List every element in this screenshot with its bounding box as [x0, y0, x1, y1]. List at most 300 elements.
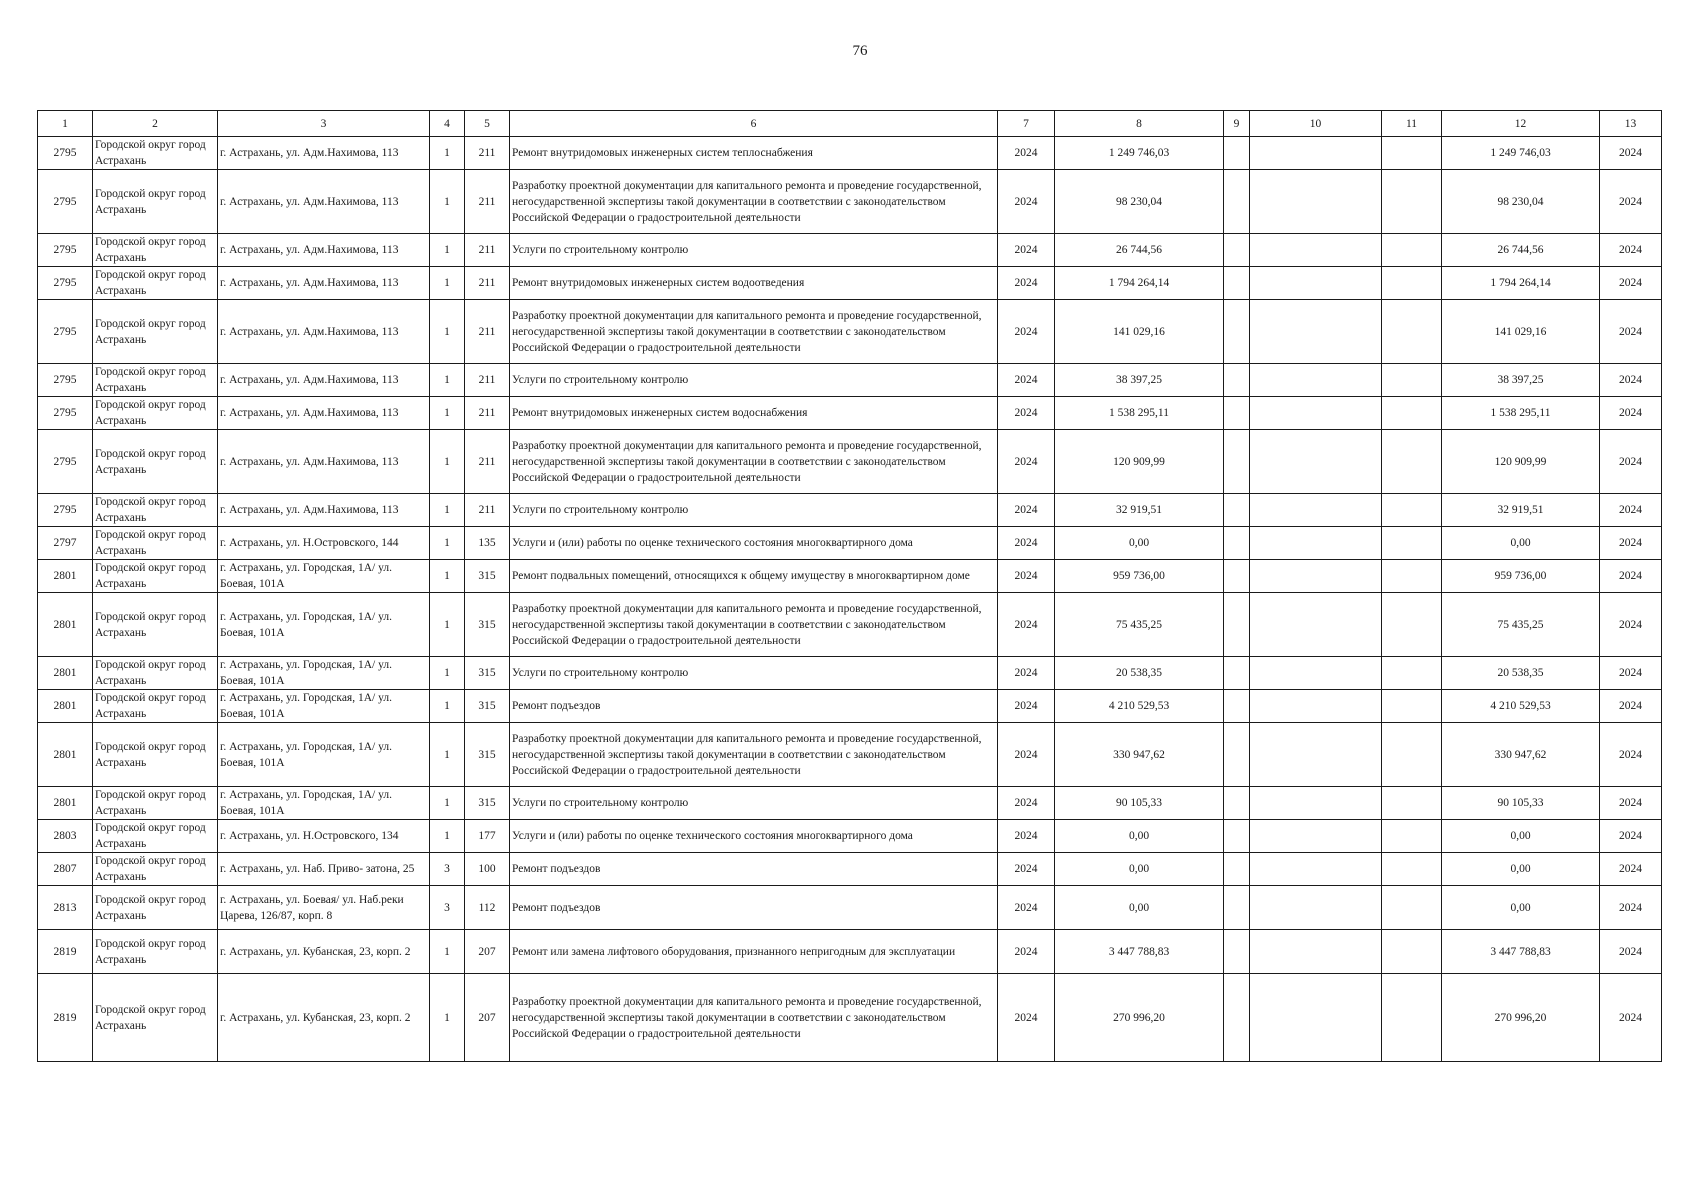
cost-total-cell: 90 105,33 — [1442, 787, 1600, 820]
work-description-cell: Услуги по строительному контролю — [510, 234, 998, 267]
cost-total-cell: 75 435,25 — [1442, 593, 1600, 657]
row-number: 2795 — [38, 430, 93, 494]
cell-col4: 3 — [430, 853, 465, 886]
district-cell: Городской округ город Астрахань — [93, 820, 218, 853]
row-number: 2807 — [38, 853, 93, 886]
col-header: 10 — [1250, 111, 1382, 137]
cell-col10 — [1250, 787, 1382, 820]
year-cell: 2024 — [998, 397, 1055, 430]
cell-col11 — [1382, 593, 1442, 657]
district-cell: Городской округ город Астрахань — [93, 560, 218, 593]
cell-col9 — [1224, 690, 1250, 723]
cell-col10 — [1250, 300, 1382, 364]
cell-col10 — [1250, 364, 1382, 397]
table-row — [38, 137, 1662, 170]
table-row — [38, 657, 1662, 690]
cell-col11 — [1382, 853, 1442, 886]
table-row — [38, 234, 1662, 267]
cell-col4: 1 — [430, 787, 465, 820]
year-cell: 2024 — [998, 234, 1055, 267]
cell-col11 — [1382, 170, 1442, 234]
row-number: 2795 — [38, 397, 93, 430]
row-number: 2801 — [38, 657, 93, 690]
cell-col11 — [1382, 886, 1442, 930]
work-description-cell: Разработку проектной документации для капитального ремонта и проведение государственной, негосударственной экспертизы такой документации в соответствии с законодательством Российской Федерации о градостроительной деятельности — [510, 593, 998, 657]
work-description-cell: Разработку проектной документации для капитального ремонта и проведение государственной, негосударственной экспертизы такой документации в соответствии с законодательством Российской Федерации о градостроительной деятельности — [510, 300, 998, 364]
year-cell: 2024 — [998, 137, 1055, 170]
cost-total-cell: 1 538 295,11 — [1442, 397, 1600, 430]
work-description-cell: Ремонт подъездов — [510, 886, 998, 930]
cell-col4: 1 — [430, 430, 465, 494]
completion-year-cell: 2024 — [1600, 527, 1662, 560]
cell-col9 — [1224, 137, 1250, 170]
work-description-cell: Ремонт подъездов — [510, 853, 998, 886]
cell-col11 — [1382, 137, 1442, 170]
cell-col9 — [1224, 886, 1250, 930]
district-cell: Городской округ город Астрахань — [93, 930, 218, 974]
cell-col9 — [1224, 853, 1250, 886]
address-cell: г. Астрахань, ул. Н.Островского, 134 — [218, 820, 430, 853]
row-number: 2803 — [38, 820, 93, 853]
table-row — [38, 787, 1662, 820]
year-cell: 2024 — [998, 690, 1055, 723]
row-number: 2795 — [38, 267, 93, 300]
cost-cell: 98 230,04 — [1055, 170, 1224, 234]
cell-col11 — [1382, 974, 1442, 1062]
year-cell: 2024 — [998, 430, 1055, 494]
table-row — [38, 364, 1662, 397]
district-cell: Городской округ город Астрахань — [93, 787, 218, 820]
cell-col11 — [1382, 364, 1442, 397]
col-header: 1 — [38, 111, 93, 137]
cost-total-cell: 20 538,35 — [1442, 657, 1600, 690]
cost-cell: 1 249 746,03 — [1055, 137, 1224, 170]
district-cell: Городской округ город Астрахань — [93, 690, 218, 723]
cost-cell: 0,00 — [1055, 527, 1224, 560]
cell-col4: 1 — [430, 364, 465, 397]
cell-col9 — [1224, 593, 1250, 657]
district-cell: Городской округ город Астрахань — [93, 657, 218, 690]
row-number: 2801 — [38, 560, 93, 593]
cell-col10 — [1250, 657, 1382, 690]
district-cell: Городской округ город Астрахань — [93, 886, 218, 930]
work-description-cell: Ремонт внутридомовых инженерных систем теплоснабжения — [510, 137, 998, 170]
col-header: 13 — [1600, 111, 1662, 137]
cost-cell: 75 435,25 — [1055, 593, 1224, 657]
year-cell: 2024 — [998, 787, 1055, 820]
district-cell: Городской округ город Астрахань — [93, 137, 218, 170]
completion-year-cell: 2024 — [1600, 657, 1662, 690]
page-number: 76 — [852, 43, 868, 59]
cost-cell: 4 210 529,53 — [1055, 690, 1224, 723]
cell-col4: 1 — [430, 234, 465, 267]
col-header: 6 — [510, 111, 998, 137]
col-header: 7 — [998, 111, 1055, 137]
cost-total-cell: 32 919,51 — [1442, 494, 1600, 527]
district-cell: Городской округ город Астрахань — [93, 397, 218, 430]
cost-total-cell: 1 794 264,14 — [1442, 267, 1600, 300]
cost-cell: 330 947,62 — [1055, 723, 1224, 787]
cell-col9 — [1224, 820, 1250, 853]
cell-col11 — [1382, 560, 1442, 593]
col-header: 3 — [218, 111, 430, 137]
address-cell: г. Астрахань, ул. Адм.Нахимова, 113 — [218, 170, 430, 234]
address-cell: г. Астрахань, ул. Городская, 1А/ ул. Боевая, 101А — [218, 787, 430, 820]
address-cell: г. Астрахань, ул. Адм.Нахимова, 113 — [218, 430, 430, 494]
cell-col9 — [1224, 397, 1250, 430]
cell-col5: 315 — [465, 657, 510, 690]
completion-year-cell: 2024 — [1600, 974, 1662, 1062]
cell-col4: 3 — [430, 886, 465, 930]
work-description-cell: Услуги по строительному контролю — [510, 364, 998, 397]
cell-col9 — [1224, 723, 1250, 787]
work-description-cell: Ремонт внутридомовых инженерных систем водоотведения — [510, 267, 998, 300]
cell-col10 — [1250, 137, 1382, 170]
cell-col9 — [1224, 170, 1250, 234]
cell-col10 — [1250, 494, 1382, 527]
cell-col10 — [1250, 170, 1382, 234]
completion-year-cell: 2024 — [1600, 364, 1662, 397]
table-row — [38, 974, 1662, 1062]
address-cell: г. Астрахань, ул. Адм.Нахимова, 113 — [218, 137, 430, 170]
district-cell: Городской округ город Астрахань — [93, 853, 218, 886]
cell-col5: 211 — [465, 397, 510, 430]
cost-total-cell: 330 947,62 — [1442, 723, 1600, 787]
col-header: 2 — [93, 111, 218, 137]
address-cell: г. Астрахань, ул. Боевая/ ул. Наб.реки Царева, 126/87, корп. 8 — [218, 886, 430, 930]
completion-year-cell: 2024 — [1600, 593, 1662, 657]
address-cell: г. Астрахань, ул. Кубанская, 23, корп. 2 — [218, 930, 430, 974]
cell-col9 — [1224, 787, 1250, 820]
district-cell: Городской округ город Астрахань — [93, 234, 218, 267]
col-header: 12 — [1442, 111, 1600, 137]
cost-total-cell: 0,00 — [1442, 820, 1600, 853]
work-description-cell: Разработку проектной документации для капитального ремонта и проведение государственной, негосударственной экспертизы такой документации в соответствии с законодательством Российской Федерации о градостроительной деятельности — [510, 170, 998, 234]
year-cell: 2024 — [998, 593, 1055, 657]
address-cell: г. Астрахань, ул. Городская, 1А/ ул. Боевая, 101А — [218, 690, 430, 723]
row-number: 2819 — [38, 974, 93, 1062]
year-cell: 2024 — [998, 527, 1055, 560]
cell-col10 — [1250, 267, 1382, 300]
cell-col9 — [1224, 364, 1250, 397]
year-cell: 2024 — [998, 267, 1055, 300]
cell-col5: 177 — [465, 820, 510, 853]
cost-total-cell: 1 249 746,03 — [1442, 137, 1600, 170]
col-header: 9 — [1224, 111, 1250, 137]
cell-col5: 211 — [465, 494, 510, 527]
cell-col9 — [1224, 430, 1250, 494]
address-cell: г. Астрахань, ул. Городская, 1А/ ул. Боевая, 101А — [218, 560, 430, 593]
table-row — [38, 527, 1662, 560]
row-number: 2801 — [38, 690, 93, 723]
year-cell: 2024 — [998, 853, 1055, 886]
completion-year-cell: 2024 — [1600, 494, 1662, 527]
cell-col5: 315 — [465, 690, 510, 723]
year-cell: 2024 — [998, 300, 1055, 364]
row-number: 2795 — [38, 234, 93, 267]
register-table — [37, 110, 1662, 1062]
cell-col5: 112 — [465, 886, 510, 930]
completion-year-cell: 2024 — [1600, 397, 1662, 430]
cell-col11 — [1382, 527, 1442, 560]
row-number: 2801 — [38, 787, 93, 820]
address-cell: г. Астрахань, ул. Адм.Нахимова, 113 — [218, 364, 430, 397]
row-number: 2813 — [38, 886, 93, 930]
cell-col9 — [1224, 560, 1250, 593]
year-cell: 2024 — [998, 560, 1055, 593]
work-description-cell: Услуги и (или) работы по оценке технического состояния многоквартирного дома — [510, 820, 998, 853]
cell-col5: 135 — [465, 527, 510, 560]
address-cell: г. Астрахань, ул. Городская, 1А/ ул. Боевая, 101А — [218, 723, 430, 787]
address-cell: г. Астрахань, ул. Адм.Нахимова, 113 — [218, 267, 430, 300]
cost-cell: 20 538,35 — [1055, 657, 1224, 690]
address-cell: г. Астрахань, ул. Наб. Приво- затона, 25 — [218, 853, 430, 886]
year-cell: 2024 — [998, 886, 1055, 930]
cell-col11 — [1382, 657, 1442, 690]
cell-col4: 1 — [430, 974, 465, 1062]
address-cell: г. Астрахань, ул. Адм.Нахимова, 113 — [218, 300, 430, 364]
completion-year-cell: 2024 — [1600, 820, 1662, 853]
work-description-cell: Ремонт внутридомовых инженерных систем водоснабжения — [510, 397, 998, 430]
year-cell: 2024 — [998, 170, 1055, 234]
table-row — [38, 397, 1662, 430]
cell-col5: 211 — [465, 430, 510, 494]
col-header: 5 — [465, 111, 510, 137]
completion-year-cell: 2024 — [1600, 690, 1662, 723]
year-cell: 2024 — [998, 494, 1055, 527]
cell-col9 — [1224, 300, 1250, 364]
cost-total-cell: 120 909,99 — [1442, 430, 1600, 494]
cell-col10 — [1250, 690, 1382, 723]
row-number: 2801 — [38, 593, 93, 657]
cell-col11 — [1382, 430, 1442, 494]
work-description-cell: Услуги по строительному контролю — [510, 657, 998, 690]
table-row — [38, 690, 1662, 723]
completion-year-cell: 2024 — [1600, 300, 1662, 364]
address-cell: г. Астрахань, ул. Кубанская, 23, корп. 2 — [218, 974, 430, 1062]
cell-col11 — [1382, 930, 1442, 974]
work-description-cell: Ремонт подъездов — [510, 690, 998, 723]
cell-col5: 207 — [465, 974, 510, 1062]
row-number: 2801 — [38, 723, 93, 787]
district-cell: Городской округ город Астрахань — [93, 170, 218, 234]
address-cell: г. Астрахань, ул. Н.Островского, 144 — [218, 527, 430, 560]
table-row — [38, 930, 1662, 974]
cell-col9 — [1224, 657, 1250, 690]
cost-cell: 141 029,16 — [1055, 300, 1224, 364]
table-row — [38, 494, 1662, 527]
completion-year-cell: 2024 — [1600, 886, 1662, 930]
cost-cell: 0,00 — [1055, 886, 1224, 930]
work-description-cell: Ремонт подвальных помещений, относящихся к общему имуществу в многоквартирном доме — [510, 560, 998, 593]
district-cell: Городской округ город Астрахань — [93, 300, 218, 364]
table-row — [38, 560, 1662, 593]
cost-cell: 120 909,99 — [1055, 430, 1224, 494]
cost-total-cell: 3 447 788,83 — [1442, 930, 1600, 974]
cell-col4: 1 — [430, 137, 465, 170]
work-description-cell: Услуги по строительному контролю — [510, 494, 998, 527]
work-description-cell: Разработку проектной документации для капитального ремонта и проведение государственной, негосударственной экспертизы такой документации в соответствии с законодательством Российской Федерации о градостроительной деятельности — [510, 430, 998, 494]
cell-col4: 1 — [430, 593, 465, 657]
district-cell: Городской округ город Астрахань — [93, 527, 218, 560]
cell-col11 — [1382, 820, 1442, 853]
cell-col9 — [1224, 930, 1250, 974]
district-cell: Городской округ город Астрахань — [93, 593, 218, 657]
cell-col5: 100 — [465, 853, 510, 886]
row-number: 2797 — [38, 527, 93, 560]
cell-col4: 1 — [430, 267, 465, 300]
completion-year-cell: 2024 — [1600, 137, 1662, 170]
cost-total-cell: 270 996,20 — [1442, 974, 1600, 1062]
header-row — [38, 111, 1662, 137]
cost-total-cell: 0,00 — [1442, 853, 1600, 886]
work-description-cell: Услуги и (или) работы по оценке технического состояния многоквартирного дома — [510, 527, 998, 560]
cell-col10 — [1250, 560, 1382, 593]
completion-year-cell: 2024 — [1600, 853, 1662, 886]
cost-total-cell: 141 029,16 — [1442, 300, 1600, 364]
cell-col5: 211 — [465, 137, 510, 170]
cell-col9 — [1224, 527, 1250, 560]
cell-col10 — [1250, 234, 1382, 267]
cell-col5: 207 — [465, 930, 510, 974]
district-cell: Городской округ город Астрахань — [93, 267, 218, 300]
year-cell: 2024 — [998, 820, 1055, 853]
col-header: 4 — [430, 111, 465, 137]
year-cell: 2024 — [998, 930, 1055, 974]
cell-col10 — [1250, 430, 1382, 494]
cell-col4: 1 — [430, 494, 465, 527]
cell-col10 — [1250, 930, 1382, 974]
cell-col10 — [1250, 974, 1382, 1062]
cell-col9 — [1224, 974, 1250, 1062]
row-number: 2795 — [38, 364, 93, 397]
row-number: 2795 — [38, 170, 93, 234]
completion-year-cell: 2024 — [1600, 430, 1662, 494]
table-row — [38, 300, 1662, 364]
cost-cell: 959 736,00 — [1055, 560, 1224, 593]
table-row — [38, 723, 1662, 787]
cell-col11 — [1382, 723, 1442, 787]
cell-col5: 315 — [465, 560, 510, 593]
table-row — [38, 853, 1662, 886]
row-number: 2819 — [38, 930, 93, 974]
cell-col9 — [1224, 494, 1250, 527]
cell-col11 — [1382, 234, 1442, 267]
address-cell: г. Астрахань, ул. Городская, 1А/ ул. Боевая, 101А — [218, 657, 430, 690]
table-row — [38, 593, 1662, 657]
work-description-cell: Разработку проектной документации для капитального ремонта и проведение государственной, негосударственной экспертизы такой документации в соответствии с законодательством Российской Федерации о градостроительной деятельности — [510, 974, 998, 1062]
completion-year-cell: 2024 — [1600, 560, 1662, 593]
cost-cell: 26 744,56 — [1055, 234, 1224, 267]
cost-total-cell: 38 397,25 — [1442, 364, 1600, 397]
col-header: 11 — [1382, 111, 1442, 137]
district-cell: Городской округ город Астрахань — [93, 494, 218, 527]
cell-col5: 211 — [465, 267, 510, 300]
cell-col10 — [1250, 853, 1382, 886]
cost-total-cell: 98 230,04 — [1442, 170, 1600, 234]
completion-year-cell: 2024 — [1600, 723, 1662, 787]
cell-col5: 315 — [465, 593, 510, 657]
cost-cell: 1 538 295,11 — [1055, 397, 1224, 430]
address-cell: г. Астрахань, ул. Адм.Нахимова, 113 — [218, 494, 430, 527]
cost-cell: 0,00 — [1055, 820, 1224, 853]
cell-col10 — [1250, 820, 1382, 853]
year-cell: 2024 — [998, 974, 1055, 1062]
cell-col5: 211 — [465, 234, 510, 267]
cell-col10 — [1250, 886, 1382, 930]
cell-col5: 315 — [465, 787, 510, 820]
completion-year-cell: 2024 — [1600, 787, 1662, 820]
cell-col4: 1 — [430, 397, 465, 430]
cell-col5: 211 — [465, 300, 510, 364]
cell-col9 — [1224, 267, 1250, 300]
table-row — [38, 886, 1662, 930]
cell-col4: 1 — [430, 170, 465, 234]
cost-total-cell: 0,00 — [1442, 886, 1600, 930]
year-cell: 2024 — [998, 364, 1055, 397]
table-row — [38, 267, 1662, 300]
cost-total-cell: 26 744,56 — [1442, 234, 1600, 267]
cost-cell: 32 919,51 — [1055, 494, 1224, 527]
completion-year-cell: 2024 — [1600, 267, 1662, 300]
district-cell: Городской округ город Астрахань — [93, 364, 218, 397]
cell-col4: 1 — [430, 930, 465, 974]
cell-col4: 1 — [430, 723, 465, 787]
address-cell: г. Астрахань, ул. Адм.Нахимова, 113 — [218, 397, 430, 430]
table-row — [38, 430, 1662, 494]
work-description-cell: Услуги по строительному контролю — [510, 787, 998, 820]
row-number: 2795 — [38, 300, 93, 364]
cell-col4: 1 — [430, 527, 465, 560]
district-cell: Городской округ город Астрахань — [93, 974, 218, 1062]
district-cell: Городской округ город Астрахань — [93, 430, 218, 494]
cost-total-cell: 0,00 — [1442, 527, 1600, 560]
cell-col11 — [1382, 267, 1442, 300]
cell-col10 — [1250, 397, 1382, 430]
completion-year-cell: 2024 — [1600, 930, 1662, 974]
district-cell: Городской округ город Астрахань — [93, 723, 218, 787]
cell-col5: 315 — [465, 723, 510, 787]
cell-col5: 211 — [465, 364, 510, 397]
cell-col11 — [1382, 494, 1442, 527]
work-description-cell: Разработку проектной документации для капитального ремонта и проведение государственной, негосударственной экспертизы такой документации в соответствии с законодательством Российской Федерации о градостроительной деятельности — [510, 723, 998, 787]
row-number: 2795 — [38, 494, 93, 527]
cell-col4: 1 — [430, 560, 465, 593]
table-row — [38, 170, 1662, 234]
cost-total-cell: 4 210 529,53 — [1442, 690, 1600, 723]
cell-col11 — [1382, 690, 1442, 723]
cost-cell: 90 105,33 — [1055, 787, 1224, 820]
work-description-cell: Ремонт или замена лифтового оборудования, признанного непригодным для эксплуатации — [510, 930, 998, 974]
cell-col10 — [1250, 723, 1382, 787]
table-row — [38, 820, 1662, 853]
col-header: 8 — [1055, 111, 1224, 137]
cell-col9 — [1224, 234, 1250, 267]
year-cell: 2024 — [998, 657, 1055, 690]
cost-cell: 38 397,25 — [1055, 364, 1224, 397]
cell-col4: 1 — [430, 690, 465, 723]
cost-cell: 0,00 — [1055, 853, 1224, 886]
cost-cell: 270 996,20 — [1055, 974, 1224, 1062]
cell-col4: 1 — [430, 300, 465, 364]
address-cell: г. Астрахань, ул. Адм.Нахимова, 113 — [218, 234, 430, 267]
cost-cell: 3 447 788,83 — [1055, 930, 1224, 974]
cell-col5: 211 — [465, 170, 510, 234]
cell-col11 — [1382, 397, 1442, 430]
cell-col10 — [1250, 593, 1382, 657]
cell-col4: 1 — [430, 820, 465, 853]
cell-col11 — [1382, 300, 1442, 364]
